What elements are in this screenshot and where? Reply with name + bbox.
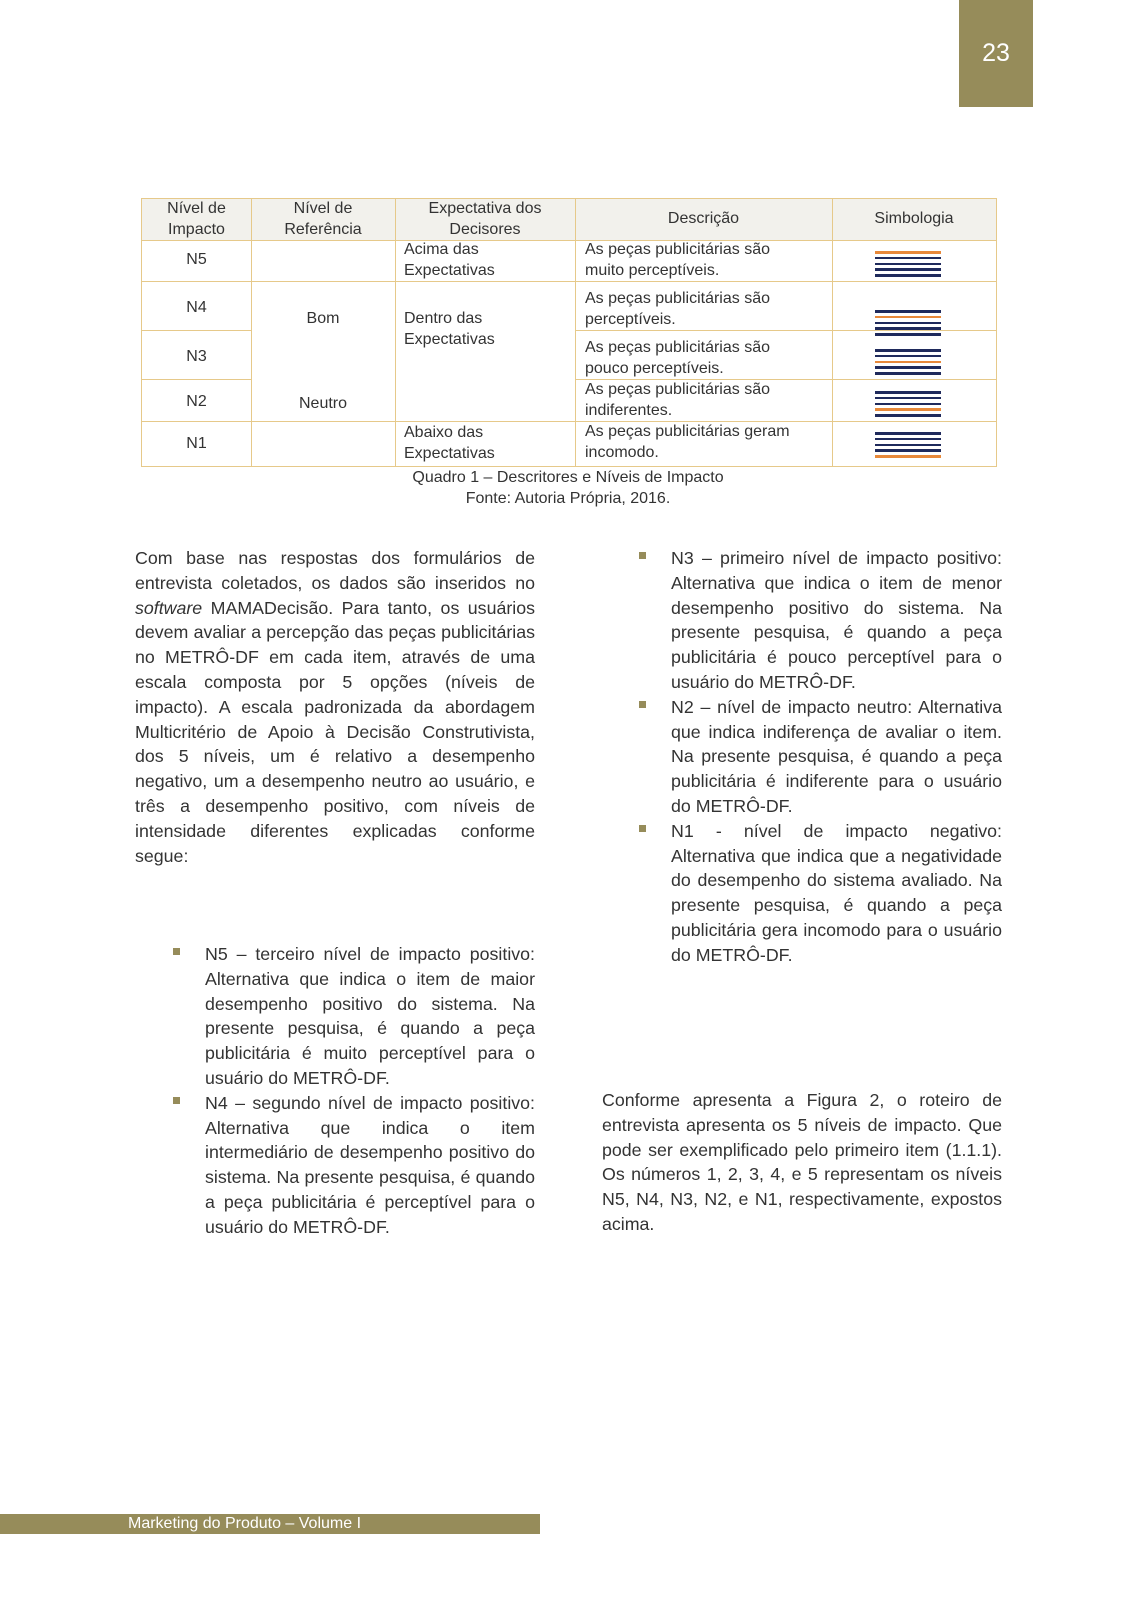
list-item: N1 - nível de impacto negativo: Alternativa que indica que a negatividade do desempenho do sistema avaliado. Na presente pesquisa, é quando a peça publicitária gera incomodo para o usuário do METRÔ-DF. (671, 819, 1002, 968)
reference-good: Bom (306, 310, 340, 327)
header-expectation: Expectativa dos Decisores (428, 200, 542, 238)
intro-paragraph: Com base nas respostas dos formulários de entrevista coletados, os dados são inseridos no software MAMADecisão. Para tanto, os usuários devem avaliar a percepção das peças publicitárias no METRÔ-DF em cada item, através de uma escala composta por 5 opções (níveis de impacto). A escala padronizada da abordagem Multicritério de Apoio à Decisão Construtivista, dos 5 níveis, um é relativo a desempenho negativo, um a desempenho neutro ao usuário, e três a desempenho positivo, com níveis de intensidade diferentes explicadas conforme segue: (135, 548, 535, 866)
level-n5: N5 (186, 251, 207, 268)
symbol-n4-icon (875, 310, 941, 339)
footer-bar (0, 1514, 540, 1534)
square-bullet-icon (639, 825, 646, 832)
list-item: N2 – nível de impacto neutro: Alternativa que indica indiferença de avaliar o item. Na presente pesquisa, é quando a peça publicitária é indiferente para o usuário do METRÔ-DF. (671, 695, 1002, 819)
square-bullet-icon (173, 948, 180, 955)
page-number: 23 (959, 0, 1033, 107)
level-n1: N1 (186, 435, 207, 452)
header-symbology: Simbologia (874, 210, 954, 227)
header-reference-level: Nível de Referência (284, 200, 362, 238)
reference-neutral: Neutro (298, 395, 348, 412)
description-n3: As peças publicitárias são pouco perceptíveis. (585, 339, 770, 377)
description-n2: As peças publicitárias são indiferentes. (585, 381, 770, 419)
description-n1: As peças publicitárias geram incomodo. (585, 423, 790, 461)
table-caption: Quadro 1 – Descritores e Níveis de Impacto (412, 469, 724, 486)
symbol-n3-icon (875, 349, 941, 378)
expectation-within: Dentro das Expectativas (404, 310, 495, 348)
list-item: N5 – terceiro nível de impacto positivo: Alternativa que indica o item de maior desempenho positivo do sistema. Na presente pesquisa, é quando a peça publicitária é muito perceptível para o usuário do METRÔ-DF. (205, 942, 535, 1091)
expectation-below: Abaixo das Expectativas (404, 424, 495, 462)
description-n4: As peças publicitárias são perceptíveis. (585, 290, 770, 328)
symbol-n2-icon (875, 391, 941, 420)
square-bullet-icon (639, 552, 646, 559)
header-description: Descrição (667, 210, 740, 227)
level-n2: N2 (186, 393, 207, 410)
symbol-n1-icon (875, 432, 941, 461)
symbol-n5-icon (875, 251, 941, 280)
square-bullet-icon (639, 701, 646, 708)
list-item: N4 – segundo nível de impacto positivo: Alternativa que indica o item intermediário de desempenho positivo do sistema. Na presente pesquisa, é quando a peça publicitária é perceptível para o usuário do METRÔ-DF. (205, 1091, 535, 1240)
level-n4: N4 (186, 299, 207, 316)
header-impact-level: Nível de Impacto (167, 200, 226, 238)
table-source: Fonte: Autoria Própria, 2016. (465, 490, 671, 507)
right-bullet-list (671, 546, 1002, 968)
level-n3: N3 (186, 348, 207, 365)
closing-paragraph: Conforme apresenta a Figura 2, o roteiro de entrevista apresenta os 5 níveis de impacto. Que pode ser exemplificado pelo primeiro item (1.1.1). Os números 1, 2, 3, 4, e 5 representam os níveis N5, N4, N3, N2, e N1, respectivamente, expostos acima. (602, 1090, 1002, 1234)
footer-title: Marketing do Produto – Volume I (128, 1515, 362, 1532)
left-bullet-list (205, 942, 535, 1240)
impact-levels-table (141, 198, 997, 467)
description-n5: As peças publicitárias são muito perceptíveis. (585, 241, 770, 279)
square-bullet-icon (173, 1097, 180, 1104)
expectation-above: Acima das Expectativas (404, 241, 495, 279)
list-item: N3 – primeiro nível de impacto positivo: Alternativa que indica o item de menor desempenho positivo do sistema. Na presente pesquisa, é quando a peça publicitária é pouco perceptível para o usuário do METRÔ-DF. (671, 546, 1002, 695)
